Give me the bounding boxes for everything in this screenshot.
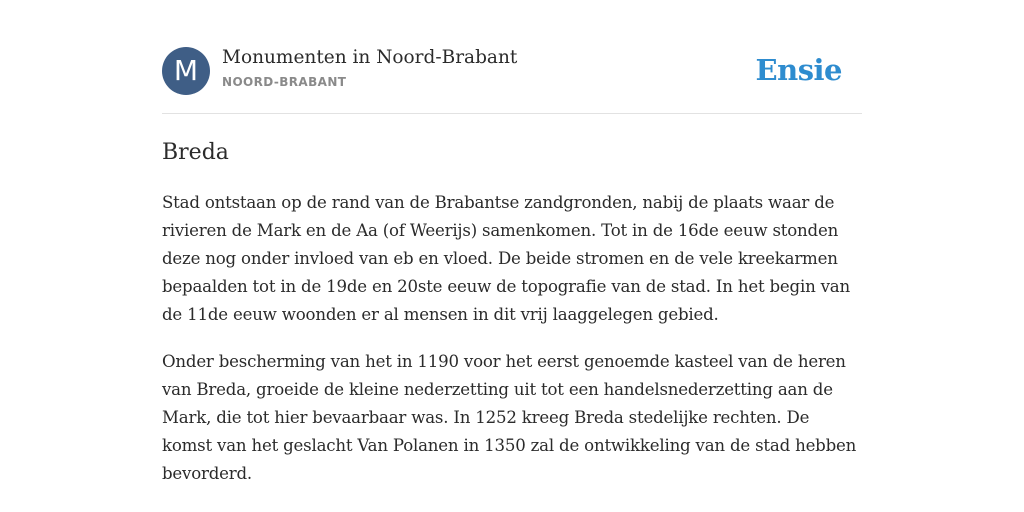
collection-title[interactable]: Monumenten in Noord-Brabant [222, 47, 518, 68]
article-paragraph: Onder bescherming van het in 1190 voor het eerst genoemde kasteel van de heren van Breda, groeide de kleine nederzetting uit tot een handelsnederzetting aan de Mark, die tot hier bevaarbaar was. In 1252 kreeg Breda stedelijke rechten. De komst van het geslacht Van Polanen in 1350 zal de ontwikkeling van de stad hebben bevorderd. [162, 352, 857, 483]
collection-subtitle: NOORD-BRABANT [222, 75, 347, 89]
header [162, 46, 862, 96]
article [162, 138, 864, 488]
avatar[interactable]: M [162, 47, 210, 95]
article-title: Breda [162, 140, 229, 165]
header-divider [162, 113, 862, 114]
article-paragraph: Stad ontstaan op de rand van de Brabantse zandgronden, nabij de plaats waar de rivieren de Mark en de Aa (of Weerijs) samenkomen. Tot in de 16de eeuw stonden deze nog onder invloed van eb en vloed. De beide stromen en de vele kreekarmen bepaalden tot in de 19de en 20ste eeuw de topografie van de stad. In het begin van de 11de eeuw woonden er al mensen in dit vrij laaggelegen gebied. [162, 193, 850, 324]
brand-logo[interactable]: Ensie [755, 53, 842, 87]
